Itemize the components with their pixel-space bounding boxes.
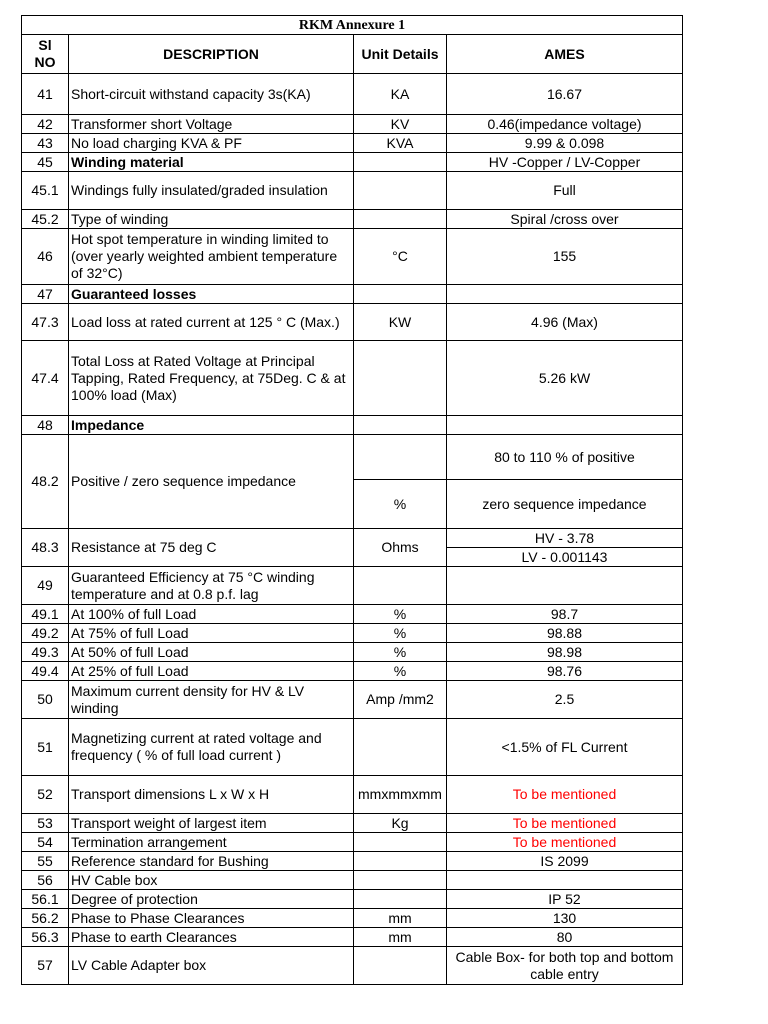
row-ames: 98.88 <box>447 624 683 643</box>
row-ames <box>447 416 683 435</box>
row-ames: To be mentioned <box>447 776 683 814</box>
row-description: Reference standard for Bushing <box>69 852 354 871</box>
row-unit: KA <box>354 74 447 115</box>
row-ames: 98.98 <box>447 643 683 662</box>
row-description: Phase to earth Clearances <box>69 928 354 947</box>
table-row <box>22 341 683 416</box>
row-ames: 80 to 110 % of positive <box>447 435 683 480</box>
row-description: At 100% of full Load <box>69 605 354 624</box>
row-ames: 2.5 <box>447 681 683 719</box>
row-ames: 130 <box>447 909 683 928</box>
row-ames: 9.99 & 0.098 <box>447 134 683 153</box>
table-row <box>22 890 683 909</box>
row-ames: Full <box>447 172 683 210</box>
row-sl: 41 <box>22 74 69 115</box>
row-description: Guaranteed Efficiency at 75 °C winding temperature and at 0.8 p.f. lag <box>69 567 354 605</box>
row-ames: 5.26 kW <box>447 341 683 416</box>
row-unit <box>354 341 447 416</box>
row-ames: zero sequence impedance <box>447 480 683 529</box>
row-sl: 45.1 <box>22 172 69 210</box>
header-row <box>22 35 683 74</box>
annexure-table <box>21 15 683 985</box>
row-sl: 50 <box>22 681 69 719</box>
row-description: Total Loss at Rated Voltage at Principal Tapping, Rated Frequency, at 75Deg. C & at 100% load (Max) <box>69 341 354 416</box>
row-description: Termination arrangement <box>69 833 354 852</box>
row-sl: 45.2 <box>22 210 69 229</box>
table-row <box>22 909 683 928</box>
row-sl: 47.4 <box>22 341 69 416</box>
row-unit: Amp /mm2 <box>354 681 447 719</box>
row-unit <box>354 567 447 605</box>
table-row <box>22 285 683 304</box>
table-row <box>22 833 683 852</box>
table-row <box>22 776 683 814</box>
table-row <box>22 435 683 480</box>
row-unit <box>354 153 447 172</box>
row-ames: To be mentioned <box>447 814 683 833</box>
row-unit: KV <box>354 115 447 134</box>
row-unit: °C <box>354 229 447 285</box>
row-ames: 0.46(impedance voltage) <box>447 115 683 134</box>
row-description: Guaranteed losses <box>69 285 354 304</box>
row-unit <box>354 890 447 909</box>
row-description: HV Cable box <box>69 871 354 890</box>
table-row <box>22 153 683 172</box>
row-ames: IS 2099 <box>447 852 683 871</box>
row-sl: 57 <box>22 947 69 985</box>
row-sl: 45 <box>22 153 69 172</box>
row-ames: HV - 3.78 <box>447 529 683 548</box>
row-description: At 25% of full Load <box>69 662 354 681</box>
row-sl: 55 <box>22 852 69 871</box>
row-description: Windings fully insulated/graded insulation <box>69 172 354 210</box>
row-unit <box>354 172 447 210</box>
row-sl: 49.2 <box>22 624 69 643</box>
row-unit <box>354 833 447 852</box>
row-unit <box>354 719 447 776</box>
row-ames: 155 <box>447 229 683 285</box>
row-ames: 16.67 <box>447 74 683 115</box>
table-row <box>22 814 683 833</box>
row-unit: mm <box>354 909 447 928</box>
table-row <box>22 304 683 341</box>
table-row <box>22 871 683 890</box>
row-description: At 75% of full Load <box>69 624 354 643</box>
row-sl: 51 <box>22 719 69 776</box>
table-row <box>22 210 683 229</box>
row-unit: % <box>354 643 447 662</box>
table-row <box>22 624 683 643</box>
table-row <box>22 115 683 134</box>
header-sl-line2: NO <box>34 54 56 70</box>
row-unit: Kg <box>354 814 447 833</box>
row-description: Winding material <box>69 153 354 172</box>
title-row <box>22 16 683 35</box>
table-row <box>22 229 683 285</box>
row-sl: 49 <box>22 567 69 605</box>
row-sl: 54 <box>22 833 69 852</box>
row-description: Maximum current density for HV & LV winding <box>69 681 354 719</box>
row-unit <box>354 947 447 985</box>
row-ames: LV - 0.001143 <box>447 548 683 567</box>
row-ames: 98.7 <box>447 605 683 624</box>
table-row <box>22 605 683 624</box>
row-unit: % <box>354 480 447 529</box>
row-sl: 56.1 <box>22 890 69 909</box>
row-unit <box>354 435 447 480</box>
row-ames <box>447 285 683 304</box>
row-sl: 47.3 <box>22 304 69 341</box>
row-sl: 47 <box>22 285 69 304</box>
row-ames: Cable Box- for both top and bottom cable entry <box>447 947 683 985</box>
row-ames: Spiral /cross over <box>447 210 683 229</box>
table-row <box>22 852 683 871</box>
table-row <box>22 416 683 435</box>
row-description: No load charging KVA & PF <box>69 134 354 153</box>
row-description: Resistance at 75 deg C <box>69 529 354 567</box>
row-sl: 49.4 <box>22 662 69 681</box>
header-unit: Unit Details <box>354 35 447 74</box>
row-description: Transport weight of largest item <box>69 814 354 833</box>
row-unit <box>354 416 447 435</box>
table-row <box>22 134 683 153</box>
row-unit: Ohms <box>354 529 447 567</box>
row-sl: 42 <box>22 115 69 134</box>
row-ames: To be mentioned <box>447 833 683 852</box>
table-row <box>22 719 683 776</box>
row-ames: IP 52 <box>447 890 683 909</box>
header-sl <box>22 35 69 74</box>
table-row <box>22 643 683 662</box>
row-ames: 98.76 <box>447 662 683 681</box>
row-description: Phase to Phase Clearances <box>69 909 354 928</box>
row-unit <box>354 210 447 229</box>
table-row <box>22 567 683 605</box>
header-ames: AMES <box>447 35 683 74</box>
table-row <box>22 74 683 115</box>
row-description: Hot spot temperature in winding limited to (over yearly weighted ambient temperature of 32°C) <box>69 229 354 285</box>
row-unit: mmxmmxmm <box>354 776 447 814</box>
header-sl-line1: Sl <box>38 37 52 53</box>
row-description: Load loss at rated current at 125 ° C (Max.) <box>69 304 354 341</box>
row-sl: 48 <box>22 416 69 435</box>
row-ames <box>447 871 683 890</box>
row-unit: % <box>354 624 447 643</box>
row-description: Degree of protection <box>69 890 354 909</box>
row-unit: % <box>354 662 447 681</box>
row-ames <box>447 567 683 605</box>
row-description: At 50% of full Load <box>69 643 354 662</box>
header-description: DESCRIPTION <box>69 35 354 74</box>
table-row <box>22 947 683 985</box>
row-sl: 56 <box>22 871 69 890</box>
row-description: Impedance <box>69 416 354 435</box>
row-sl: 48.3 <box>22 529 69 567</box>
row-description: Short-circuit withstand capacity 3s(KA) <box>69 74 354 115</box>
row-sl: 56.2 <box>22 909 69 928</box>
row-ames: 4.96 (Max) <box>447 304 683 341</box>
table-row <box>22 681 683 719</box>
table-row <box>22 529 683 548</box>
row-unit <box>354 852 447 871</box>
row-ames: <1.5% of FL Current <box>447 719 683 776</box>
row-description: Magnetizing current at rated voltage and frequency ( % of full load current ) <box>69 719 354 776</box>
row-description: Positive / zero sequence impedance <box>69 435 354 529</box>
row-sl: 56.3 <box>22 928 69 947</box>
row-sl: 46 <box>22 229 69 285</box>
row-sl: 53 <box>22 814 69 833</box>
table-row <box>22 928 683 947</box>
row-description: Type of winding <box>69 210 354 229</box>
row-unit <box>354 285 447 304</box>
row-description: Transformer short Voltage <box>69 115 354 134</box>
row-unit <box>354 871 447 890</box>
row-sl: 48.2 <box>22 435 69 529</box>
table-row <box>22 662 683 681</box>
table-title: RKM Annexure 1 <box>22 16 683 35</box>
row-unit: mm <box>354 928 447 947</box>
row-sl: 43 <box>22 134 69 153</box>
row-sl: 52 <box>22 776 69 814</box>
row-unit: % <box>354 605 447 624</box>
row-unit: KW <box>354 304 447 341</box>
row-sl: 49.1 <box>22 605 69 624</box>
row-description: Transport dimensions L x W x H <box>69 776 354 814</box>
row-unit: KVA <box>354 134 447 153</box>
row-sl: 49.3 <box>22 643 69 662</box>
row-ames: HV -Copper / LV-Copper <box>447 153 683 172</box>
row-description: LV Cable Adapter box <box>69 947 354 985</box>
row-ames: 80 <box>447 928 683 947</box>
table-row <box>22 172 683 210</box>
